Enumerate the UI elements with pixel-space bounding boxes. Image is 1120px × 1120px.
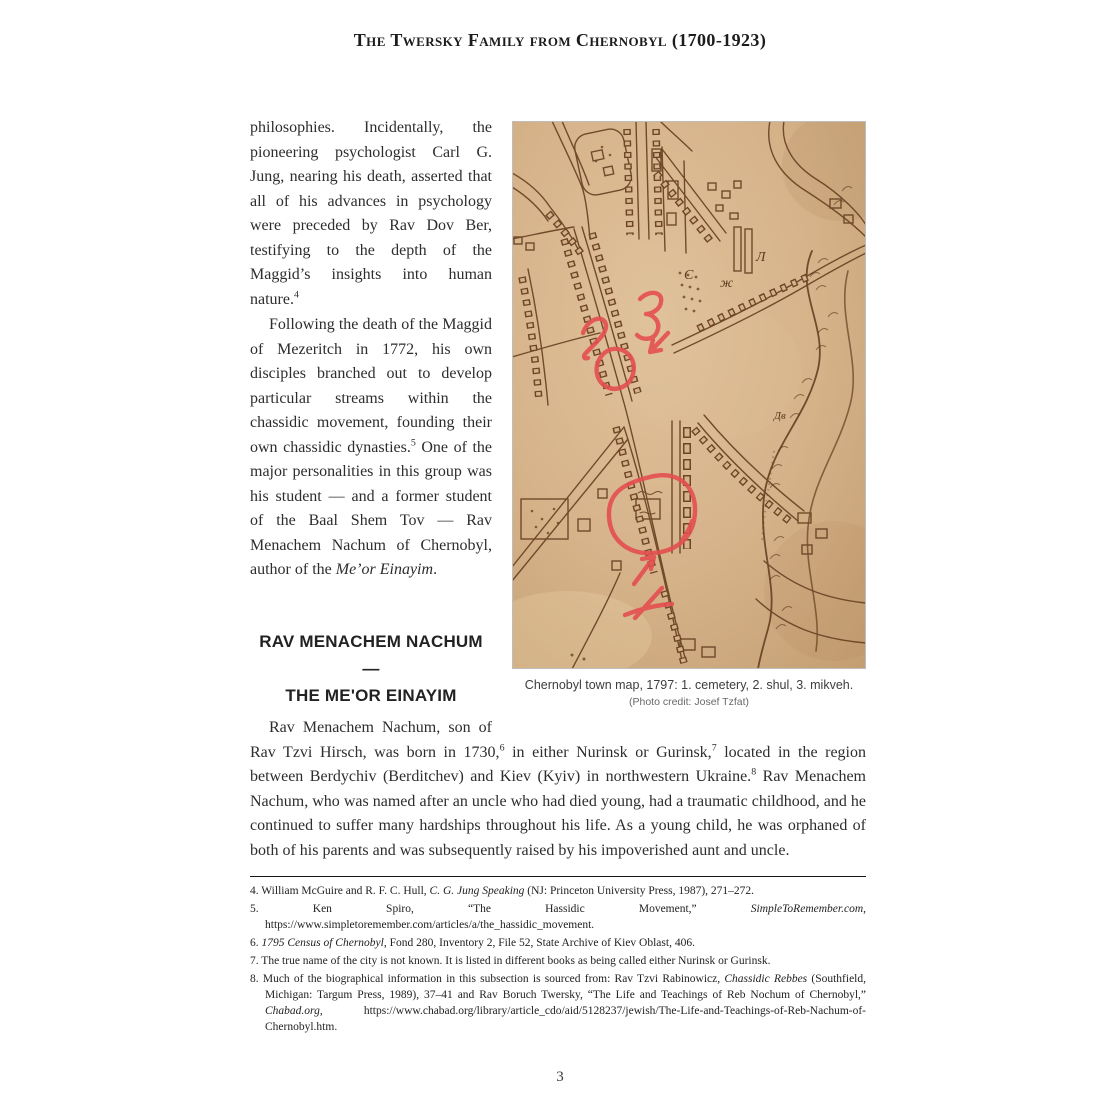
main-paragraph: Rav Menachem Nachum, son of Rav Tzvi Hirsch, was born in 1730,$^6$ in either Nurinsk or Gurinsk,$^7$ located in the region between Berdychiv (Berditchev) and Kiev (Kyiv) in northwestern Ukraine.$^8$ Rav Menachem Nachum, who was named after an uncle who had died young, had a traumatic childhood, and he continued to suffer many hardships throughout his life. As a young child, he was orphaned of both of his parents and was subsequently raised by his impoverished aunt and uncle. [250,719,866,859]
footnote-8: 8. Much of the biographical information in this subsection is sourced from: Rav Tzvi Rabinowicz, Chassidic Rebbes (Southfield, Michigan: Targum Press, 1989), 37–41 and Rav Boruch Twersky, “The Life and Teachings of Reb Nochum of Chernobyl,” Chabad.org, https://www.chabad.org/library/article_cdo/aid/5128237/jewish/The-Life-and-Teachings-of-Reb-Nachum-of-Chernobyl.htm. [250,973,866,1033]
body-paragraph-1: philosophies. Incidentally, the pioneering psychologist Carl G. Jung, nearing his death, asserted that all of his advances in psychology were preceded by Rav Dov Ber, testifying to the depth of the Maggid’s insights into human nature.$^4$ [250,119,492,308]
map-label-c: С [684,268,694,283]
footnote-7: 7. The true name of the city is not known. It is listed in different books as being called either Nurinsk or Gurinsk. [250,955,771,967]
section-heading-line2: THE ME'OR EINAYIM [285,686,457,705]
figure-caption: Chernobyl town map, 1797: 1. cemetery, 2. shul, 3. mikveh. [524,678,854,692]
map-figure [512,121,866,709]
footnotes [250,883,866,1035]
footnote-4: 4. William McGuire and R. F. C. Hull, C. G. Jung Speaking (NJ: Princeton University Press, 1987), 271–272. [250,885,755,897]
section-heading [250,628,492,709]
map-label-dv: Дв [774,410,786,422]
footnote-6: 6. 1795 Census of Chernobyl, Fond 280, Inventory 2, File 52, State Archive of Kiev Oblast, 406. [250,937,695,949]
map-label-zh: ж [720,276,734,291]
page-number: 3 [556,1069,564,1085]
map-label-l: Л [756,250,766,265]
page-title: The Twersky Family from Chernobyl (1700-1923) [353,30,767,50]
chernobyl-map-image [512,121,866,669]
footnote-divider [250,876,866,877]
body-paragraph-2: Following the death of the Maggid of Mezeritch in 1772, his own disciples branched out to develop particular streams within the chassidic movement, founding their own chassidic dynasties.$^5$ One of the major personalities in this group was his student — and a former student of the Baal Shem Tov — Rav Menachem Nachum of Chernobyl, author of the Me’or Einayim. [250,316,493,578]
section-heading-line1: RAV MENACHEM NACHUM — [259,632,483,678]
left-column [250,116,492,583]
footnote-5: 5. Ken Spiro, “The Hassidic Movement,” SimpleToRemember.com, https://www.simpletoremember.com/articles/a/the_hassidic_movement. [250,903,866,931]
page-content [250,114,866,1037]
figure-credit: (Photo credit: Josef Tzfat) [628,696,750,708]
